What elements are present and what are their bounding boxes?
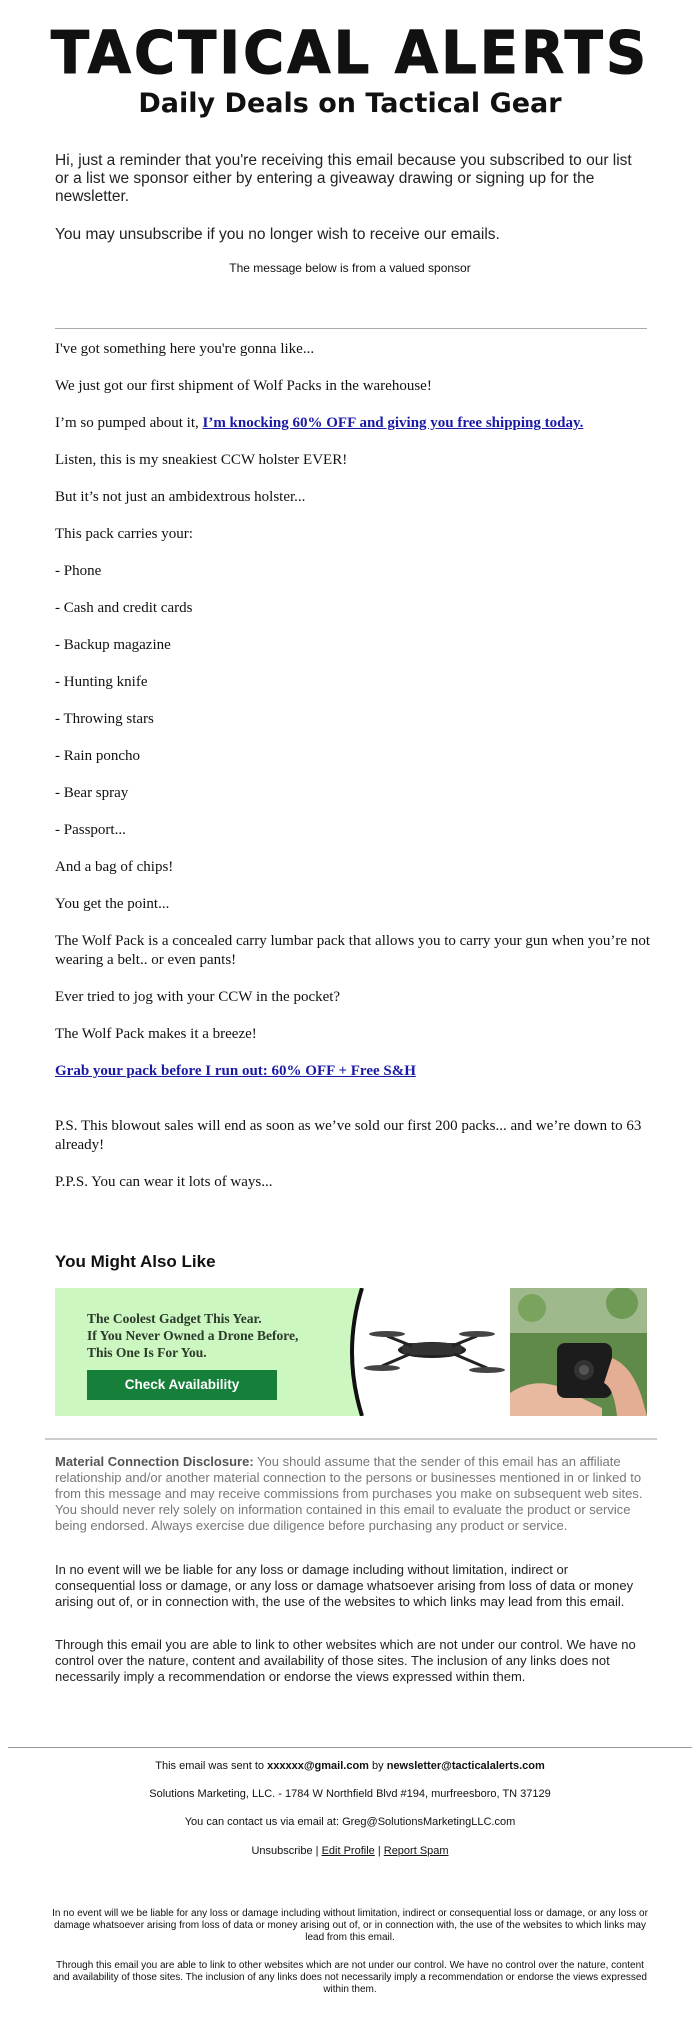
intro-reminder: Hi, just a reminder that you're receiving this email because you subscribed to our list or a list we sponsor either by entering a giveaway drawing or signing up for the newsletter.: [55, 152, 632, 205]
ps-paragraph: P.S. This blowout sales will end as soon as we’ve sold our first 200 packs... and we’re down to 63 already!: [55, 1118, 642, 1153]
body-paragraph: Ever tried to jog with your CCW in the pocket?: [55, 989, 341, 1005]
body-paragraph: The Wolf Pack is a concealed carry lumbar pack that allows you to carry your gun when you’re not wearing a belt.. or even pants!: [55, 933, 650, 968]
divider: [55, 328, 647, 329]
separator: |: [374, 1845, 384, 1857]
offer-link[interactable]: I’m knocking 60% OFF and giving you free shipping today.: [202, 415, 584, 431]
sent-to-line: [0, 1760, 700, 1773]
list-item: - Rain poncho: [55, 748, 140, 764]
body-paragraph: And a bag of chips!: [55, 859, 174, 875]
list-item: - Bear spray: [55, 785, 129, 801]
drone-ad-banner[interactable]: [55, 1288, 647, 1416]
list-item: - Backup magazine: [55, 637, 171, 653]
also-like-heading: You Might Also Like: [55, 1252, 216, 1271]
list-item: - Throwing stars: [55, 711, 154, 727]
disclosure-text: You should assume that the sender of this email has an affiliate relationship and/or another material connection to the persons or businesses mentioned in or linked to from this message and may receive commissions from purchases you make on subsequent web sites. You should never rely solely on information contained in this email to evaluate the product or service being endorsed. Always exercise due diligence before purchasing any product or service.: [55, 1454, 643, 1533]
cta-link[interactable]: Grab your pack before I run out: 60% OFF + Free S&H: [55, 1063, 416, 1079]
sender-email: newsletter@tacticalalerts.com: [386, 1760, 545, 1772]
unsubscribe-link[interactable]: Unsubscribe: [251, 1845, 313, 1857]
sponsor-note: The message below is from a valued sponsor: [229, 261, 471, 275]
pps-paragraph: P.P.S. You can wear it lots of ways...: [55, 1174, 273, 1190]
disclosure-label: Material Connection Disclosure:: [55, 1454, 254, 1469]
brand-subtitle: Daily Deals on Tactical Gear: [138, 88, 562, 119]
banner-line: The Coolest Gadget This Year.: [87, 1311, 262, 1326]
body-paragraph: I've got something here you're gonna like...: [55, 341, 315, 357]
banner-line: This One Is For You.: [87, 1345, 207, 1360]
divider: [8, 1747, 692, 1748]
footer-links: [0, 1845, 700, 1858]
sent-prefix: This email was sent to: [155, 1760, 268, 1772]
list-item: - Hunting knife: [55, 674, 148, 690]
brand-header: [0, 19, 700, 119]
report-spam-link[interactable]: Report Spam: [383, 1845, 449, 1857]
body-paragraph: But it’s not just an ambidextrous holster...: [55, 489, 306, 505]
material-disclosure: [55, 1454, 650, 1534]
intro-unsubscribe-note: You may unsubscribe if you no longer wish to receive our emails.: [55, 226, 500, 243]
body-paragraph: Listen, this is my sneakiest CCW holster EVER!: [55, 452, 348, 468]
company-address: Solutions Marketing, LLC. - 1784 W Northfield Blvd #194, murfreesboro, TN 37129: [149, 1788, 551, 1800]
recipient-email: xxxxxx@gmail.com: [267, 1760, 369, 1772]
offer-prefix: I’m so pumped about it,: [55, 415, 203, 431]
list-item: - Passport...: [55, 822, 126, 838]
divider: [45, 1438, 657, 1440]
body-paragraph: We just got our first shipment of Wolf Packs in the warehouse!: [55, 378, 432, 394]
brand-logo-title: TACTICAL ALERTS: [50, 19, 650, 88]
list-item: - Cash and credit cards: [55, 600, 193, 616]
footer-liability: In no event will we be liable for any loss or damage including without limitation, indirect or consequential loss or damage, or any loss or damage whatsoever arising from loss of data or money arising out of, or in connection with, the use of the websites to which links may lead from this email.: [52, 1908, 648, 1943]
banner-line: If You Never Owned a Drone Before,: [87, 1328, 299, 1343]
check-availability-button[interactable]: Check Availability: [87, 1370, 277, 1400]
external-links-statement: Through this email you are able to link to other websites which are not under our control. We have no control over the nature, content and availability of those sites. The inclusion of any links does not necessarily imply a recommendation or endorse the views expressed within them.: [55, 1637, 636, 1684]
body-paragraph-offer: [55, 414, 650, 433]
body-paragraph: This pack carries your:: [55, 526, 193, 542]
separator: |: [312, 1845, 322, 1857]
liability-statement: In no event will we be liable for any loss or damage including without limitation, indirect or consequential loss or damage, or any loss or damage whatsoever arising from loss of data or money arising out of, or in connection with, the use of the websites to which links may lead from this email.: [55, 1562, 634, 1609]
footer-external-links: Through this email you are able to link to other websites which are not under our control. We have no control over the nature, content and availability of those sites. The inclusion of any links does not necessarily imply a recommendation or endorse the views expressed within them.: [52, 1960, 647, 1995]
contact-line: You can contact us via email at: Greg@SolutionsMarketingLLC.com: [184, 1816, 516, 1828]
edit-profile-link[interactable]: Edit Profile: [321, 1845, 375, 1857]
banner-text: [87, 1310, 298, 1361]
cta-paragraph: [55, 1062, 650, 1081]
sent-by-word: by: [368, 1760, 387, 1772]
body-paragraph: The Wolf Pack makes it a breeze!: [55, 1026, 257, 1042]
drone-photo: [342, 1288, 647, 1416]
list-item: - Phone: [55, 563, 102, 579]
body-paragraph: You get the point...: [55, 896, 170, 912]
